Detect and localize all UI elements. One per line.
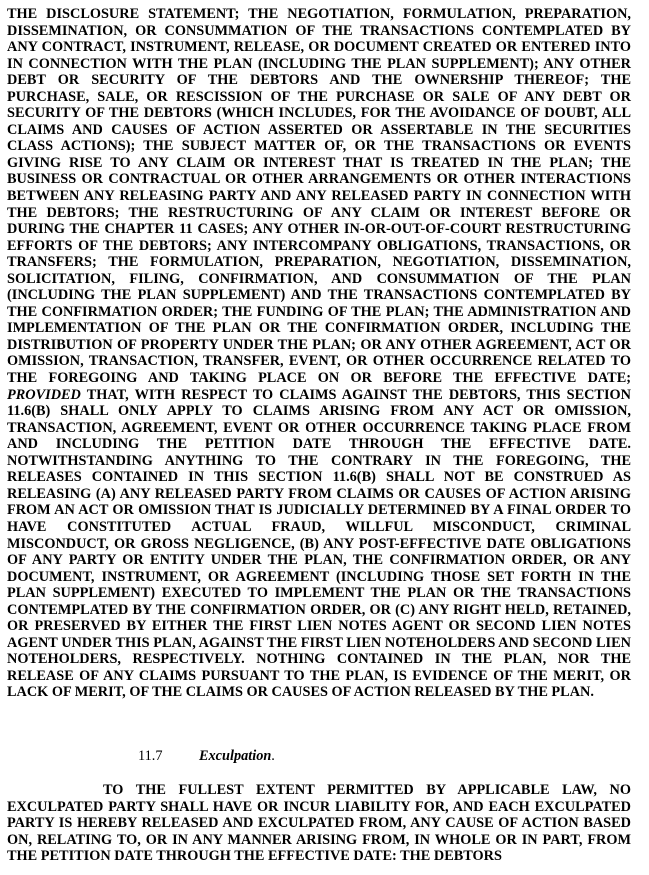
section-title: Exculpation [199, 748, 272, 764]
section-heading [138, 748, 275, 765]
exculpation-paragraph: TO THE FULLEST EXTENT PERMITTED BY APPLICABLE LAW, NO EXCULPATED PARTY SHALL HAVE OR INCUR LIABILITY FOR, AND EACH EXCULPATED PARTY IS HEREBY RELEASED AND EXCULPATED FROM, ANY CAUSE OF ACTION BASED ON, RELATING TO, OR IN ANY MANNER ARISING FROM, IN WHOLE OR IN PART, FROM THE PETITION DATE THROUGH THE EFFECTIVE DATE: THE DEBTORS [7, 782, 631, 865]
provided-term: PROVIDED [7, 386, 81, 403]
release-text-part2: THAT, WITH RESPECT TO CLAIMS AGAINST THE DEBTORS, THIS SECTION 11.6(B) SHALL ONLY APPLY TO CLAIMS ARISING FROM ANY ACT OR OMISSION, TRANSACTION, AGREEMENT, EVENT OR OTHER OCCURRENCE TAKING PLACE FROM AND INCLUDING THE PETITION DATE THROUGH THE EFFECTIVE DATE. NOTWITHSTANDING ANYTHING TO THE CONTRARY IN THE FOREGOING, THE RELEASES CONTAINED IN THIS SECTION 11.6(B) SHALL NOT BE CONSTRUED AS RELEASING (A) ANY RELEASED PARTY FROM CLAIMS OR CAUSES OF ACTION ARISING FROM AN ACT OR OMISSION THAT IS JUDICIALLY DETERMINED BY A FINAL ORDER TO HAVE CONSTITUTED ACTUAL FRAUD, WILLFUL MISCONDUCT, CRIMINAL MISCONDUCT, OR GROSS NEGLIGENCE, (B) ANY POST-EFFECTIVE DATE OBLIGATIONS OF ANY PARTY OR ENTITY UNDER THE PLAN, THE CONFIRMATION ORDER, OR ANY DOCUMENT, INSTRUMENT, OR AGREEMENT (INCLUDING THOSE SET FORTH IN THE PLAN SUPPLEMENT) EXECUTED TO IMPLEMENT THE PLAN OR THE TRANSACTIONS CONTEMPLATED BY THE CONFIRMATION ORDER, OR (C) ANY RIGHT HELD, RETAINED, OR PRESERVED BY EITHER THE FIRST LIEN NOTES AGENT OR SECOND LIEN NOTES AGENT UNDER THIS PLAN, AGAINST THE FIRST LIEN NOTEHOLDERS AND SECOND LIEN NOTEHOLDERS, RESPECTIVELY. NOTHING CONTAINED IN THE PLAN, NOR THE RELEASE OF ANY CLAIMS PURSUANT TO THE PLAN, IS EVIDENCE OF THE MERIT, OR LACK OF MERIT, OF THE CLAIMS OR CAUSES OF ACTION RELEASED BY THE PLAN. [7, 386, 631, 701]
section-number: 11.7 [138, 748, 163, 764]
release-paragraph [7, 6, 631, 701]
section-title-period: . [271, 748, 275, 764]
section-title-wrapper [199, 748, 271, 764]
document-page [7, 6, 631, 865]
release-text-part1: THE DISCLOSURE STATEMENT; THE NEGOTIATION, FORMULATION, PREPARATION, DISSEMINATION, OR CONSUMMATION OF THE TRANSACTIONS CONTEMPLATED BY ANY CONTRACT, INSTRUMENT, RELEASE, OR DOCUMENT CREATED OR ENTERED INTO IN CONNECTION WITH THE PLAN (INCLUDING THE PLAN SUPPLEMENT); ANY OTHER DEBT OR SECURITY OF THE DEBTORS AND THE OWNERSHIP THEREOF; THE PURCHASE, SALE, OR RESCISSION OF THE PURCHASE OR SALE OF ANY DEBT OR SECURITY OF THE DEBTORS (WHICH INCLUDES, FOR THE AVOIDANCE OF DOUBT, ALL CLAIMS AND CAUSES OF ACTION ASSERTED OR ASSERTABLE IN THE SECURITIES CLASS ACTIONS); THE SUBJECT MATTER OF, OR THE TRANSACTIONS OR EVENTS GIVING RISE TO ANY CLAIM OR INTEREST THAT IS TREATED IN THE PLAN; THE BUSINESS OR CONTRACTUAL OR OTHER ARRANGEMENTS OR OTHER INTERACTIONS BETWEEN ANY RELEASING PARTY AND ANY RELEASED PARTY IN CONNECTION WITH THE DEBTORS; THE RESTRUCTURING OF ANY CLAIM OR INTEREST BEFORE OR DURING THE CHAPTER 11 CASES; ANY OTHER IN-OR-OUT-OF-COURT RESTRUCTURING EFFORTS OF THE DEBTORS; ANY INTERCOMPANY OBLIGATIONS, TRANSACTIONS, OR TRANSFERS; THE FORMULATION, PREPARATION, NEGOTIATION, DISSEMINATION, SOLICITATION, FILING, CONFIRMATION, AND CONSUMMATION OF THE PLAN (INCLUDING THE PLAN SUPPLEMENT) AND THE TRANSACTIONS CONTEMPLATED BY THE CONFIRMATION ORDER; THE FUNDING OF THE PLAN; THE ADMINISTRATION AND IMPLEMENTATION OF THE PLAN OR THE CONFIRMATION ORDER, INCLUDING THE DISTRIBUTION OF PROPERTY UNDER THE PLAN; OR ANY OTHER AGREEMENT, ACT OR OMISSION, TRANSACTION, TRANSFER, EVENT, OR OTHER OCCURRENCE RELATED TO THE FOREGOING AND TAKING PLACE ON OR BEFORE THE EFFECTIVE DATE; [7, 6, 631, 387]
